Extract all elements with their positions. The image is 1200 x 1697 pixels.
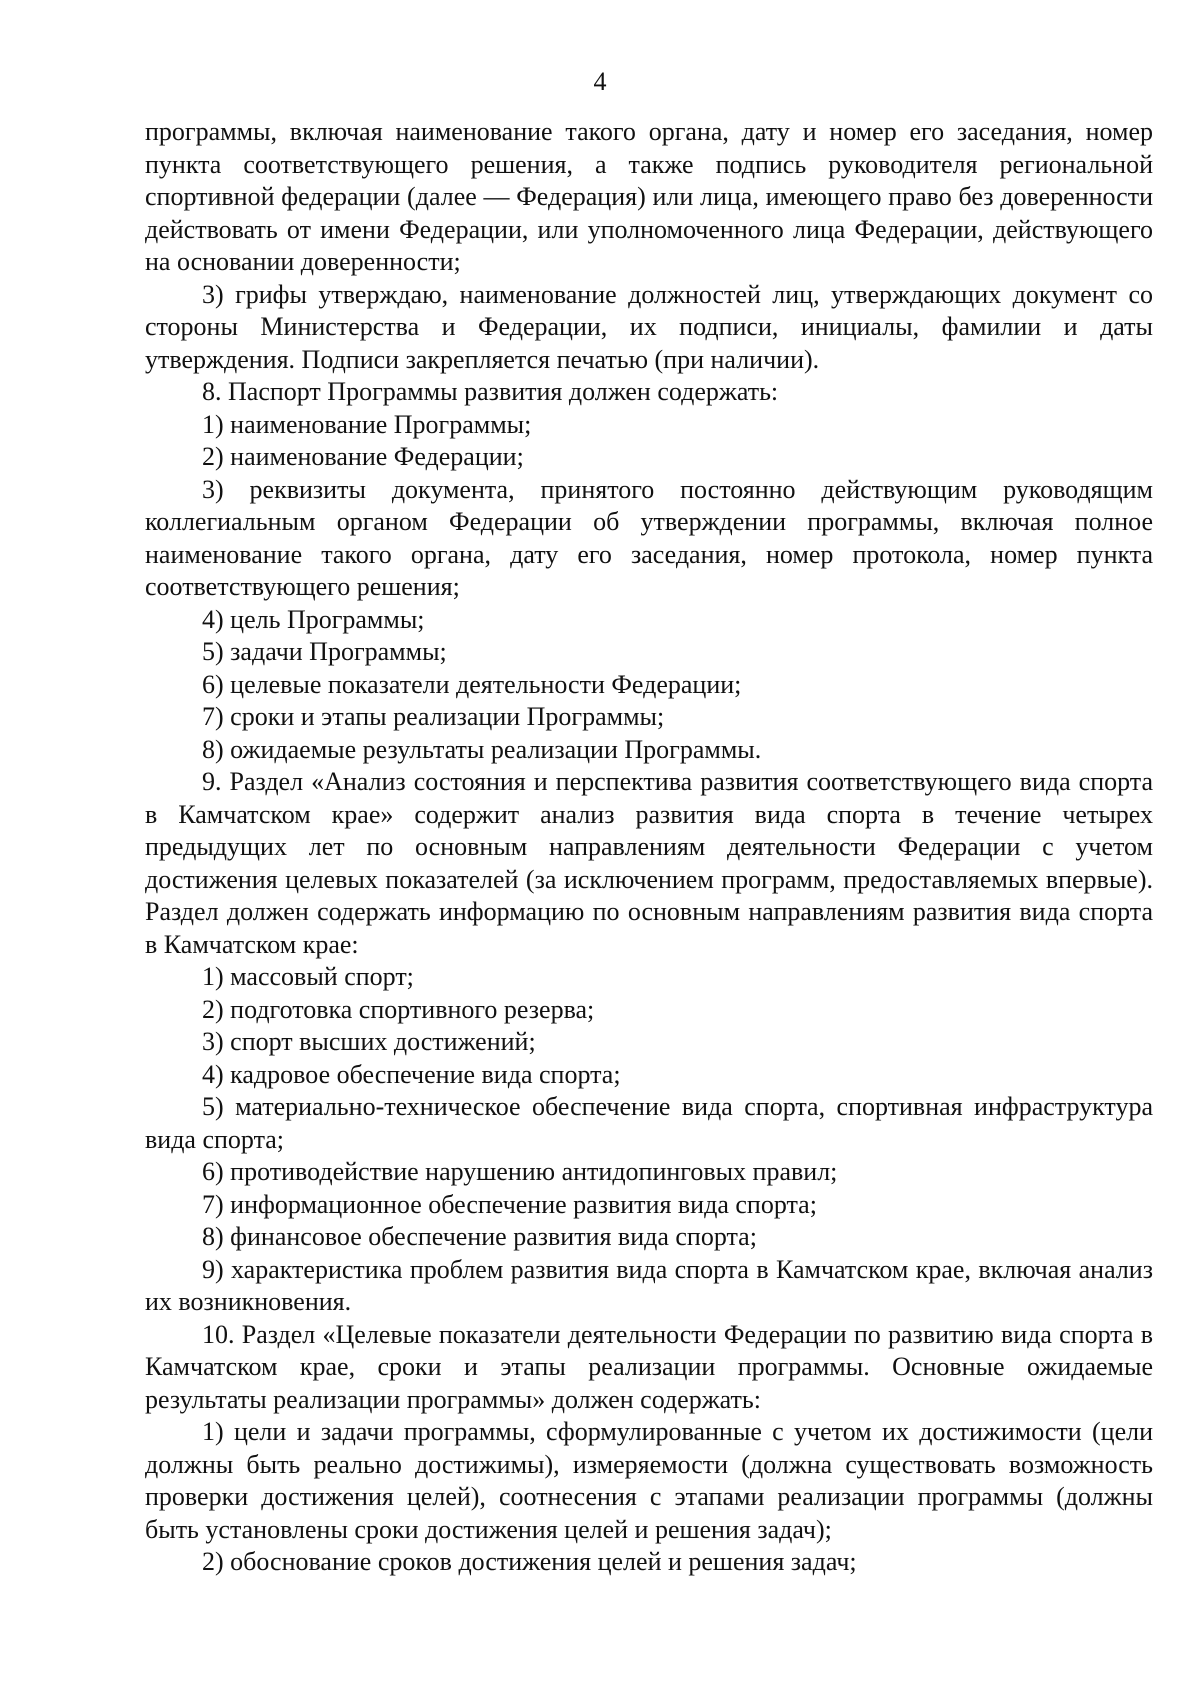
list-item: 1) массовый спорт; (202, 962, 414, 991)
list-item: 1) наименование Программы; (202, 409, 532, 439)
section-9-paragraph: 9. Раздел «Анализ состояния и перспектива развития соответствующего вида спорта в Камчатском крае» содержит анализ развития вида спорта в течение четырех предыдущих лет по основным направлениям деятельности Федерации с учетом достижения целевых показателей (за исключением программ, предоставляемых впервые). Раздел должен содержать информацию по основным направлениям развития вида спорта в Камчатском крае: (145, 767, 1153, 959)
page-number: 4 (593, 67, 607, 96)
list-item: 2) обоснование сроков достижения целей и решения задач; (202, 1547, 857, 1576)
list-item: 3) реквизиты документа, принятого постоянно действующим руководящим коллегиальным органом Федерации об утверждении программы, включая полное наименование такого органа, дату его заседания, номер протокола, номер пункта соответствующего решения; (145, 474, 1153, 601)
list-item: 5) материально-техническое обеспечение вида спорта, спортивная инфраструктура вида спорта; (145, 1092, 1153, 1154)
list-item: 9) характеристика проблем развития вида спорта в Камчатском крае, включая анализ их возникновения. (145, 1254, 1153, 1316)
paragraph-item-3-grify: 3) грифы утверждаю, наименование должностей лиц, утверждающих документ со стороны Министерства и Федерации, их подписи, инициалы, фамилии и даты утверждения. Подписи закрепляется печатью (при наличии). (145, 279, 1153, 374)
list-item: 4) цель Программы; (202, 604, 425, 634)
list-item: 7) сроки и этапы реализации Программы; (202, 702, 665, 731)
list-item: 6) противодействие нарушению антидопинговых правил; (202, 1157, 838, 1186)
section-10-paragraph: 10. Раздел «Целевые показатели деятельности Федерации по развитию вида спорта в Камчатском крае, сроки и этапы реализации программы. Основные ожидаемые результаты реализации программы» должен содержать: (145, 1319, 1153, 1414)
list-item: 8) финансовое обеспечение развития вида спорта; (202, 1222, 757, 1251)
list-item: 1) цели и задачи программы, сформулированные с учетом их достижимости (цели должны быть реально достижимы), измеряемости (должна существовать возможность проверки достижения целей), соотнесения с этапами реализации программы (должны быть установлены сроки достижения целей и решения задач); (145, 1417, 1153, 1544)
list-item: 2) подготовка спортивного резерва; (202, 994, 595, 1024)
list-item: 2) наименование Федерации; (202, 442, 524, 471)
list-item: 7) информационное обеспечение развития вида спорта; (202, 1189, 817, 1219)
list-item: 8) ожидаемые результаты реализации Программы. (202, 734, 762, 764)
list-item: 3) спорт высших достижений; (202, 1027, 536, 1056)
section-8-heading: 8. Паспорт Программы развития должен содержать: (202, 377, 779, 406)
list-item: 4) кадровое обеспечение вида спорта; (202, 1059, 621, 1089)
paragraph-continuation: программы, включая наименование такого органа, дату и номер его заседания, номер пункта соответствующего решения, а также подпись руководителя региональной спортивной федерации (далее — Федерация) или лица, имеющего право без доверенности действовать от имени Федерации, или уполномоченного лица Федерации, действующего на основании доверенности; (145, 117, 1153, 276)
list-item: 6) целевые показатели деятельности Федерации; (202, 669, 742, 699)
list-item: 5) задачи Программы; (202, 637, 447, 666)
document-body (145, 116, 1153, 1579)
